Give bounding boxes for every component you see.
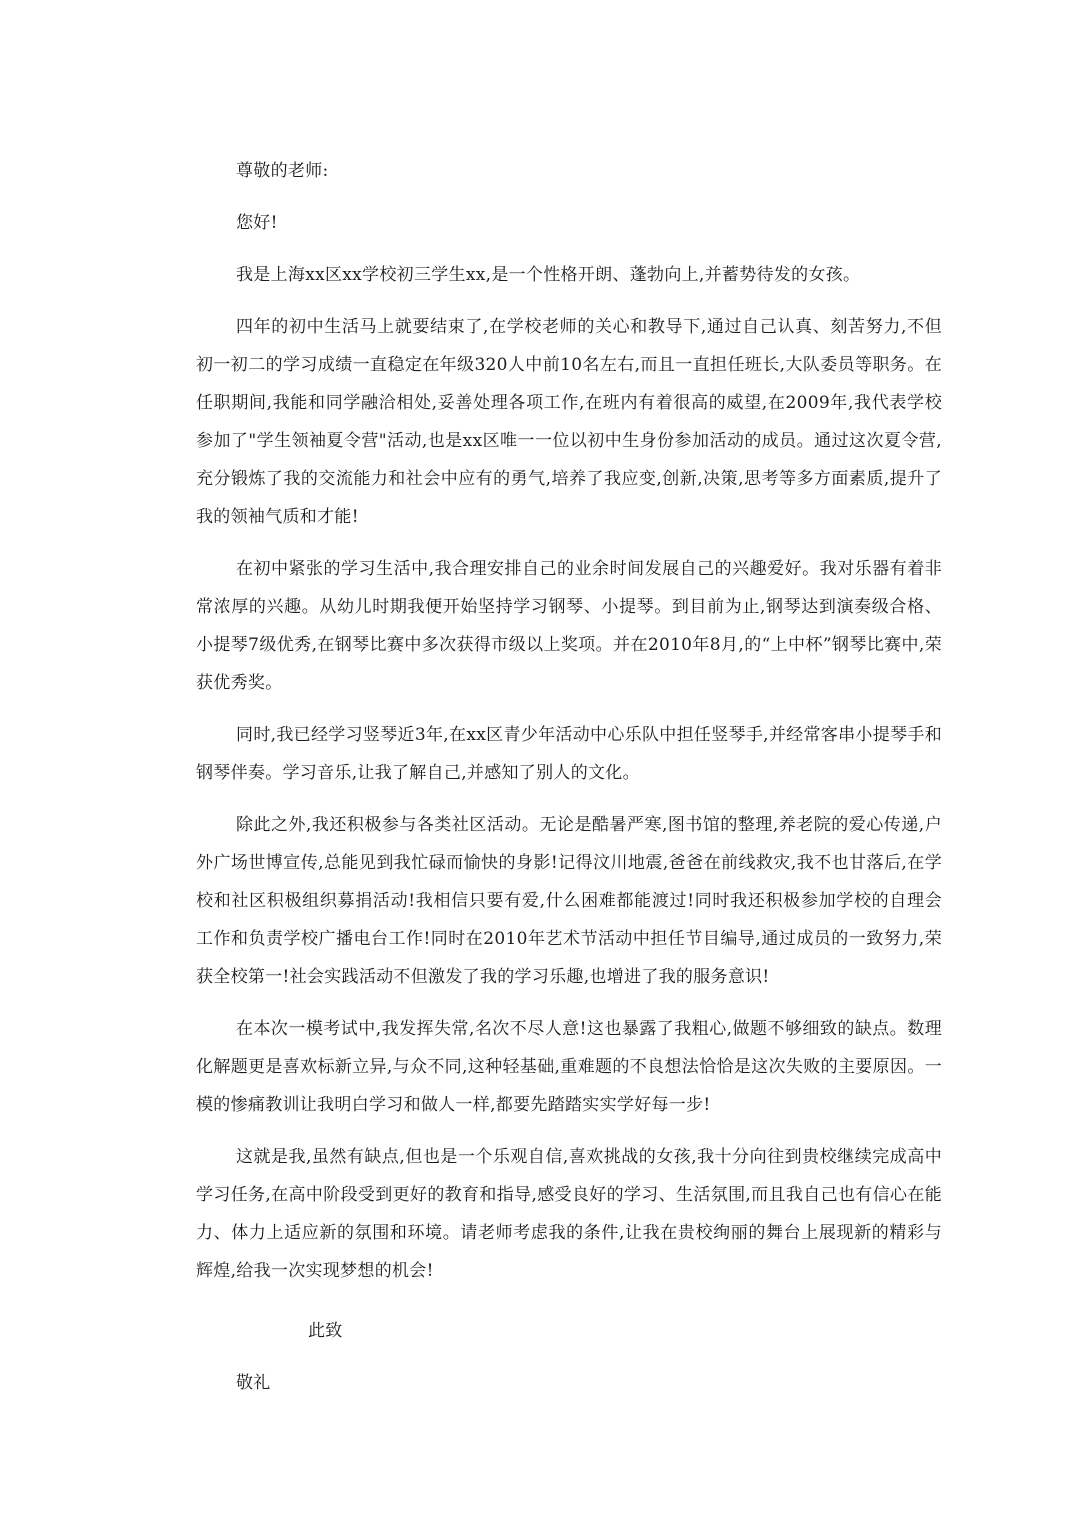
paragraph-conclusion: 这就是我,虽然有缺点,但也是一个乐观自信,喜欢挑战的女孩,我十分向往到贵校继续完成高中学习任务,在高中阶段受到更好的教育和指导,感受良好的学习、生活氛围,而且我自己也有信心在能力、体力上适应新的氛围和环境。请老师考虑我的条件,让我在贵校绚丽的舞台上展现新的精彩与辉煌,给我一次实现梦想的机会! (196, 1147, 942, 1281)
paragraph-harp: 同时,我已经学习竖琴近3年,在xx区青少年活动中心乐队中担任竖琴手,并经常客串小提琴手和钢琴伴奏。学习音乐,让我了解自己,并感知了别人的文化。 (196, 725, 942, 783)
salutation: 尊敬的老师: (236, 161, 329, 181)
paragraph-school-life: 四年的初中生活马上就要结束了,在学校老师的关心和教导下,通过自己认真、刻苦努力,不但初一初二的学习成绩一直稳定在年级320人中前10名左右,而且一直担任班长,大队委员等职务。在任职期间,我能和同学融洽相处,妥善处理各项工作,在班内有着很高的威望,在2009年,我代表学校参加了"学生领袖夏令营"活动,也是xx区唯一一位以初中生身份参加活动的成员。通过这次夏令营,充分锻炼了我的交流能力和社会中应有的勇气,培养了我应变,创新,决策,思考等多方面素质,提升了我的领袖气质和才能! (196, 317, 942, 527)
paragraph-intro: 我是上海xx区xx学校初三学生xx,是一个性格开朗、蓬勃向上,并蓄势待发的女孩。 (236, 265, 861, 285)
greeting: 您好! (236, 213, 278, 233)
paragraph-community: 除此之外,我还积极参与各类社区活动。无论是酷暑严寒,图书馆的整理,养老院的爱心传递,户外广场世博宣传,总能见到我忙碌而愉快的身影!记得汶川地震,爸爸在前线救灾,我不也甘落后,在学校和社区积极组织募捐活动!我相信只要有爱,什么困难都能渡过!同时我还积极参加学校的自理会工作和负责学校广播电台工作!同时在2010年艺术节活动中担任节目编导,通过成员的一致努力,荣获全校第一!社会实践活动不但激发了我的学习乐趣,也增进了我的服务意识! (196, 815, 942, 987)
paragraph-exam: 在本次一模考试中,我发挥失常,名次不尽人意!这也暴露了我粗心,做题不够细致的缺点。数理化解题更是喜欢标新立异,与众不同,这种轻基础,重难题的不良想法恰恰是这次失败的主要原因。一模的惨痛教训让我明白学习和做人一样,都要先踏踏实实学好每一步! (196, 1019, 942, 1115)
paragraph-hobbies: 在初中紧张的学习生活中,我合理安排自己的业余时间发展自己的兴趣爱好。我对乐器有着非常浓厚的兴趣。从幼儿时期我便开始坚持学习钢琴、小提琴。到目前为止,钢琴达到演奏级合格、小提琴7级优秀,在钢琴比赛中多次获得市级以上奖项。并在2010年8月,的“上中杯”钢琴比赛中,荣获优秀奖。 (196, 559, 942, 693)
closing-jingli: 敬礼 (236, 1373, 271, 1393)
letter-body (196, 152, 942, 1402)
closing-cizhi: 此致 (308, 1321, 343, 1341)
